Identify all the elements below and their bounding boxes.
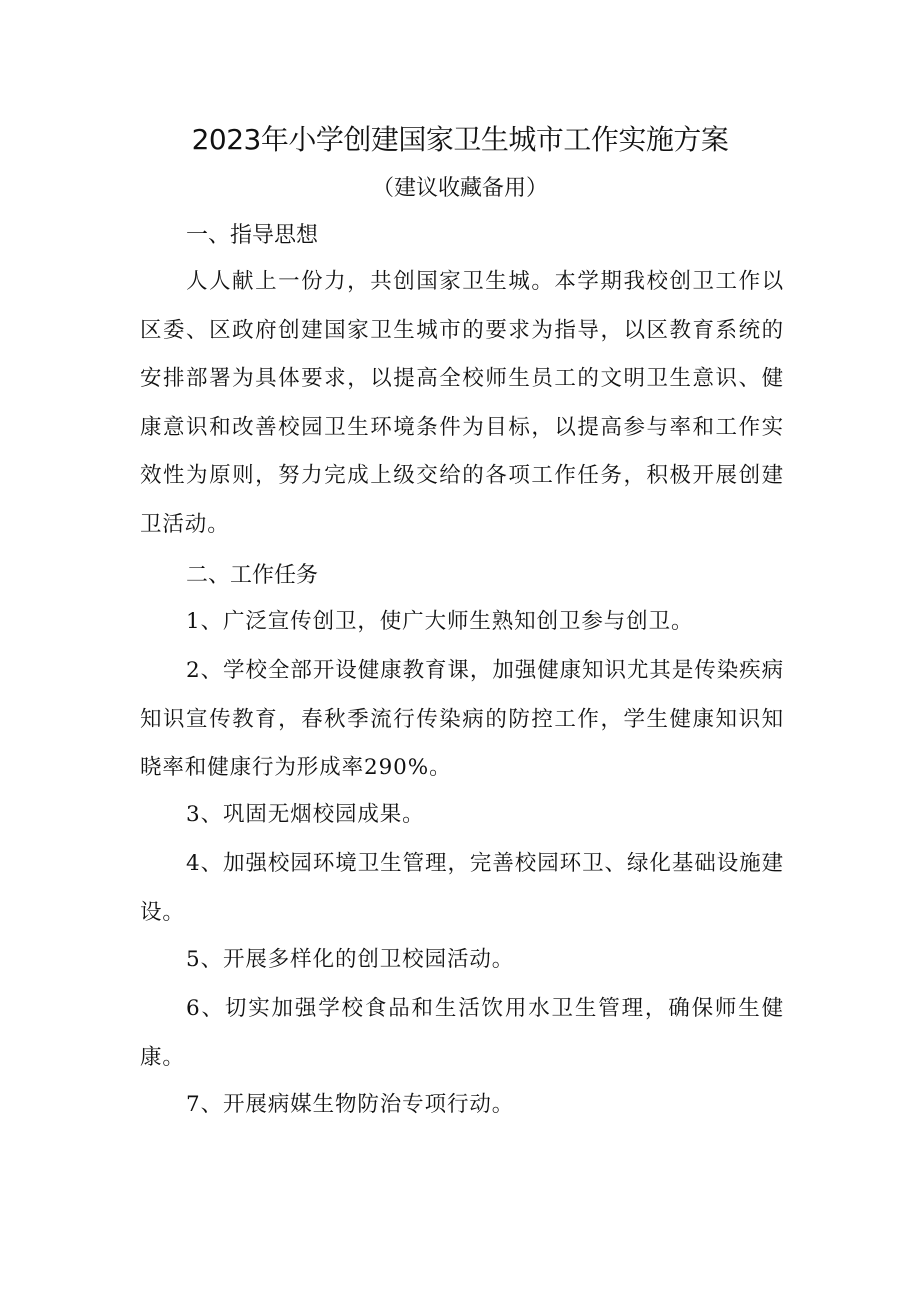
task-item-7: 7、开展病媒生物防治专项行动。 (186, 1092, 515, 1117)
document-title: 2023年小学创建国家卫生城市工作实施方案 (191, 123, 729, 156)
task-item-6: 6、切实加强学校食品和生活饮用水卫生管理，确保师生健康。 (140, 996, 784, 1070)
guiding-ideology-paragraph: 人人献上一份力，共创国家卫生城。本学期我校创卫工作以区委、区政府创建国家卫生城市的要求为指导，以区教育系统的安排部署为具体要求，以提高全校师生员工的文明卫生意识、健康意识和改善校园卫生环境条件为目标，以提高参与率和工作实效性为原则，努力完成上级交给的各项工作任务，积极开展创建卫活动。 (140, 269, 784, 537)
task-item-2: 2、学校全部开设健康教育课，加强健康知识尤其是传染疾病知识宣传教育，春秋季流行传染病的防控工作，学生健康知识知晓率和健康行为形成率290%。 (140, 658, 784, 780)
task-item-4: 4、加强校园环境卫生管理，完善校园环卫、绿化基础设施建设。 (140, 851, 784, 925)
task-item-3: 3、巩固无烟校园成果。 (186, 802, 425, 827)
section-heading-guiding-ideology: 一、指导思想 (186, 223, 319, 248)
task-item-1: 1、广泛宣传创卫，使广大师生熟知创卫参与创卫。 (186, 609, 694, 634)
section-heading-work-tasks: 二、工作任务 (186, 563, 319, 588)
task-item-5: 5、开展多样化的创卫校园活动。 (186, 947, 515, 972)
document-subtitle: （建议收藏备用） (371, 176, 548, 201)
